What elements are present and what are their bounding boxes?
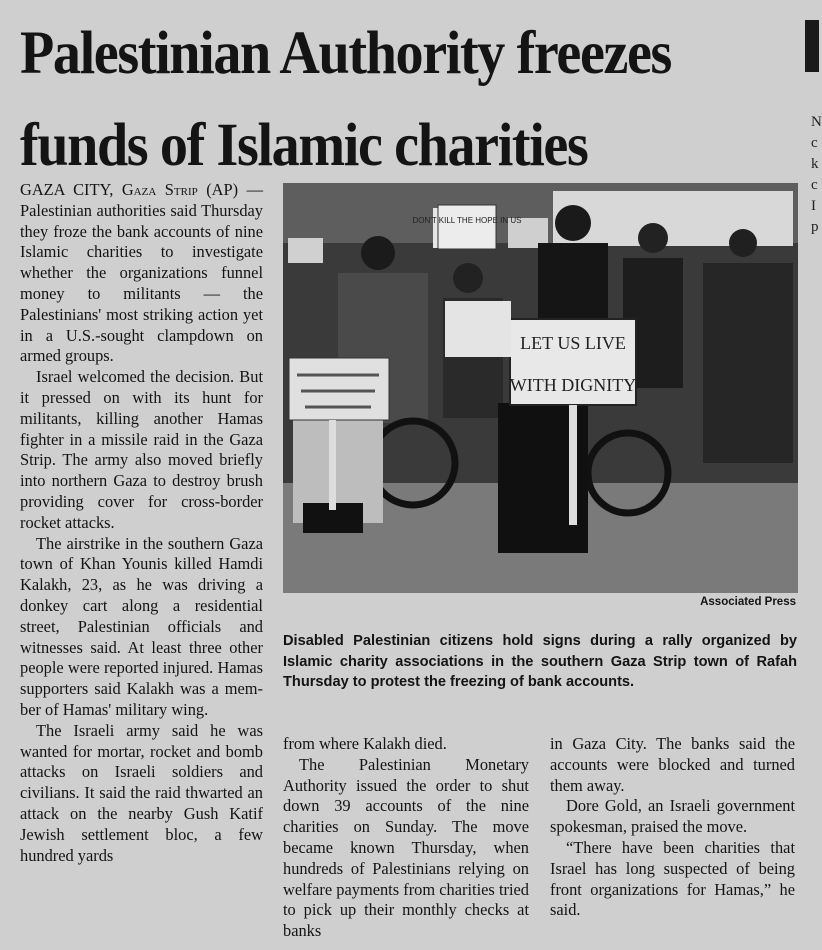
article-paragraph-8: Dore Gold, an Israeli government spokesman, praised the move. bbox=[550, 796, 795, 837]
edge-letter: N bbox=[811, 114, 822, 130]
rally-photo bbox=[283, 183, 798, 593]
sign-text-3: DON'T KILL THE HOPE IN US bbox=[412, 216, 522, 225]
article-column-1 bbox=[20, 180, 263, 866]
article-paragraph-9: “There have been charities that Israel has long suspected of being front organizations for Hamas,” he said. bbox=[550, 837, 795, 920]
article-column-3 bbox=[550, 734, 795, 921]
article-paragraph-6: The Palestinian Monetary Authority issued the order to shut down 39 accounts of the nine charities on Sunday. The move became known Thursday, when hundreds of Palestinians relying on welfare payments from charities tried to pick up their monthly checks at banks bbox=[283, 754, 529, 941]
article-paragraph-7: in Gaza City. The banks said the accounts were blocked and turned them away. bbox=[550, 734, 795, 795]
article-paragraph-4: The Israeli army said he was wanted for mortar, rocket and bomb attacks on Israeli soldiers and civilians. It said the raid thwarted an attack on the nearby Gush Katif Jewish settlement bloc, a few hundred yards bbox=[20, 720, 263, 865]
edge-letter: I bbox=[811, 198, 816, 214]
article-paragraph-1 bbox=[20, 180, 263, 367]
headline bbox=[20, 8, 738, 192]
photo-credit: Associated Press bbox=[700, 596, 796, 608]
article-paragraph-2: Israel welcomed the decision. But it pressed on with its hunt for militants, killing another Hamas fighter in a missile raid in the Gaza Strip. The army also moved briefly into northern Gaza to destroy brush providing cover for cross-border rocket attacks. bbox=[20, 367, 263, 532]
headline-line-1: Palestinian Authority freezes bbox=[20, 20, 671, 87]
edge-letter: k bbox=[811, 156, 819, 172]
sign-text-2: WITH DIGNITY bbox=[509, 375, 637, 395]
edge-letter: c bbox=[811, 177, 818, 193]
paragraph-text: — Palestinian authorities said Thursday they froze the bank accounts of nine Islamic charities to investigate whether the organizations funnel money to militants — the Palestinians' most striking action yet in a U.S.-sought clampdown on armed groups. bbox=[20, 180, 263, 366]
dateline: GAZA CITY, Gaza Strip (AP) bbox=[20, 180, 239, 199]
article-column-2 bbox=[283, 734, 529, 942]
photo-illustration bbox=[283, 183, 798, 593]
edge-letter: p bbox=[811, 219, 819, 235]
sign-text-1: LET US LIVE bbox=[520, 333, 626, 353]
photo-caption: Disabled Palestinian citizens hold signs during a rally organized by Islamic charity associations in the southern Gaza Strip town of Rafah Thursday to protest the freezing of bank accounts. bbox=[283, 633, 797, 690]
headline-line-2: funds of Islamic charities bbox=[20, 112, 588, 179]
edge-letter: c bbox=[811, 135, 818, 151]
adjacent-column-fragment bbox=[811, 112, 822, 238]
article-paragraph-5: from where Kalakh died. bbox=[283, 734, 447, 753]
article-paragraph-3: The airstrike in the southern Gaza town of Khan Younis killed Hamdi Kalakh, 23, as he was driving a donkey cart along a residential street, Palestinian officials and witnesses said. At least three other people were reported injured. Hamas supporters said Kalakh was a member of Hamas' military wing. bbox=[20, 533, 263, 719]
adjacent-column-edge bbox=[805, 20, 819, 72]
